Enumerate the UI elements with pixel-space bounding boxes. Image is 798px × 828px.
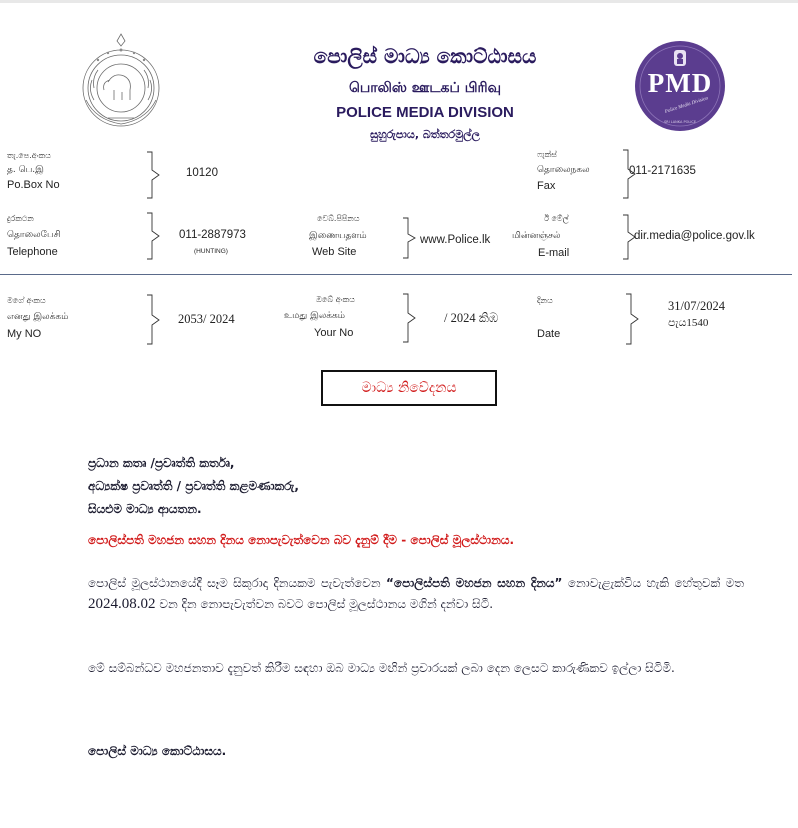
- date-label-en: Date: [537, 328, 561, 340]
- subject-line: පොලිස්පති මහජන සහන දිනය නොපැවැත්වෙන බව දැනුම් දීම - පොලිස් මූලස්ථානය.: [88, 533, 515, 547]
- date-label-si: දිනය: [537, 296, 553, 305]
- my-no-label-ta: எனது இலக்கம்: [7, 312, 69, 322]
- paragraph-1-part-2: නොවැළැක්විය හැකි හේතුවක් මත: [562, 576, 744, 590]
- my-no-label-en: My NO: [7, 328, 42, 340]
- fax-label-ta: தொலைநகல: [537, 165, 590, 175]
- addressee-line: සියළුම මාධ්‍ය ආයතන.: [88, 502, 202, 516]
- your-no-label-en: Your No: [314, 327, 354, 339]
- addressee-block: [88, 452, 299, 521]
- website-label-si: වෙබ්.පිපිනය: [317, 214, 360, 223]
- your-no-value: / 2024 කිඹ: [444, 311, 499, 325]
- website-label-ta: இணையதளம்: [309, 231, 367, 241]
- paragraph-1-part-3: වන දින නොපැවැත්වන බවට පොලිස් මූලස්ථානය මගින් දන්වා සිටී.: [155, 597, 494, 611]
- email-value[interactable]: dir.media@police.gov.lk: [634, 230, 755, 242]
- header-address: සුහුරුපාය, බත්තරමුල්ල: [370, 128, 480, 141]
- email-label-si: ඊ මේල්: [544, 214, 569, 223]
- title-tamil: பொலிஸ் ஊடகப் பிரிவு: [348, 80, 502, 96]
- paragraph-1-date: 2024.08.02: [88, 596, 156, 612]
- telephone-value: 011-2887973: [179, 229, 246, 241]
- notice-title: මාධ්‍ය නිවේදනය: [321, 370, 497, 406]
- body-paragraph-2: මේ සම්බන්ධව මහජනතාව දැනුවත් කිරීම සඳහා ඔබ මාධ්‍ය මඟින් ප්‍රචාරයක් ලබා දෙන ලෙසට කාරුණිකව ඉල්ලා සිටිමි.: [88, 661, 675, 675]
- title-sinhala: පොලිස් මාධ්‍ය කොට්ඨාසය: [313, 44, 537, 68]
- pobox-label-si: තැ.පෙ.අංකය: [7, 151, 51, 160]
- pobox-label-ta: த. பெ.இ: [7, 165, 44, 175]
- date-value: 31/07/2024: [668, 299, 725, 313]
- addressee-line: අධ්‍යක්ෂ ප්‍රවෘත්ති / ප්‍රවෘත්ති කළමණාකරු,: [88, 479, 299, 493]
- body-paragraph-1: [88, 573, 744, 615]
- paragraph-1-part-1: පොලිස් මූලස්ථානයේදී සෑම සිකුරාදා දිනයකම පැවැත්වෙන: [88, 576, 387, 590]
- telephone-label-ta: தொலைபேசி: [7, 230, 61, 240]
- telephone-label-si: දුරකථන: [7, 214, 34, 223]
- addressee-line: ප්‍රධාන කතෘ /ප්‍රවෘත්ති කර්තෘ,: [88, 456, 235, 470]
- pobox-label-en: Po.Box No: [7, 179, 60, 191]
- pmd-logo-ring-text: Police Media Division: [664, 96, 709, 115]
- email-label-en: E-mail: [538, 247, 570, 259]
- my-no-label-si: මගේ අංකය: [7, 296, 46, 305]
- website-value[interactable]: www.Police.lk: [420, 234, 491, 246]
- fax-label-en: Fax: [537, 180, 556, 192]
- pmd-logo-sub-text: SRI LANKA POLICE: [663, 120, 697, 124]
- your-no-label-si: ඔබේ අංකය: [316, 295, 355, 304]
- website-label-en: Web Site: [312, 246, 357, 258]
- fax-label-si: ෆැක්ස්: [537, 150, 557, 159]
- your-no-label-ta: உமது இலக்கம்: [284, 311, 346, 321]
- email-label-ta: மின்னஞ்சல்: [512, 231, 561, 241]
- pobox-value: 10120: [186, 167, 218, 179]
- pmd-logo-text: PMD: [647, 68, 713, 98]
- telephone-note: (HUNTING): [194, 248, 228, 255]
- title-english: POLICE MEDIA DIVISION: [336, 104, 514, 121]
- divider-line: [0, 274, 792, 275]
- telephone-label-en: Telephone: [7, 246, 58, 258]
- time-value: පැය1540: [668, 317, 709, 329]
- fax-value: 011-2171635: [629, 165, 696, 177]
- signature-line: පොලිස් මාධ්‍ය කොට්ඨාසය.: [88, 744, 227, 758]
- my-no-value: 2053/ 2024: [178, 312, 235, 326]
- paragraph-1-quote: “පොලිස්පති මහජන සහන දිනය”: [386, 576, 563, 590]
